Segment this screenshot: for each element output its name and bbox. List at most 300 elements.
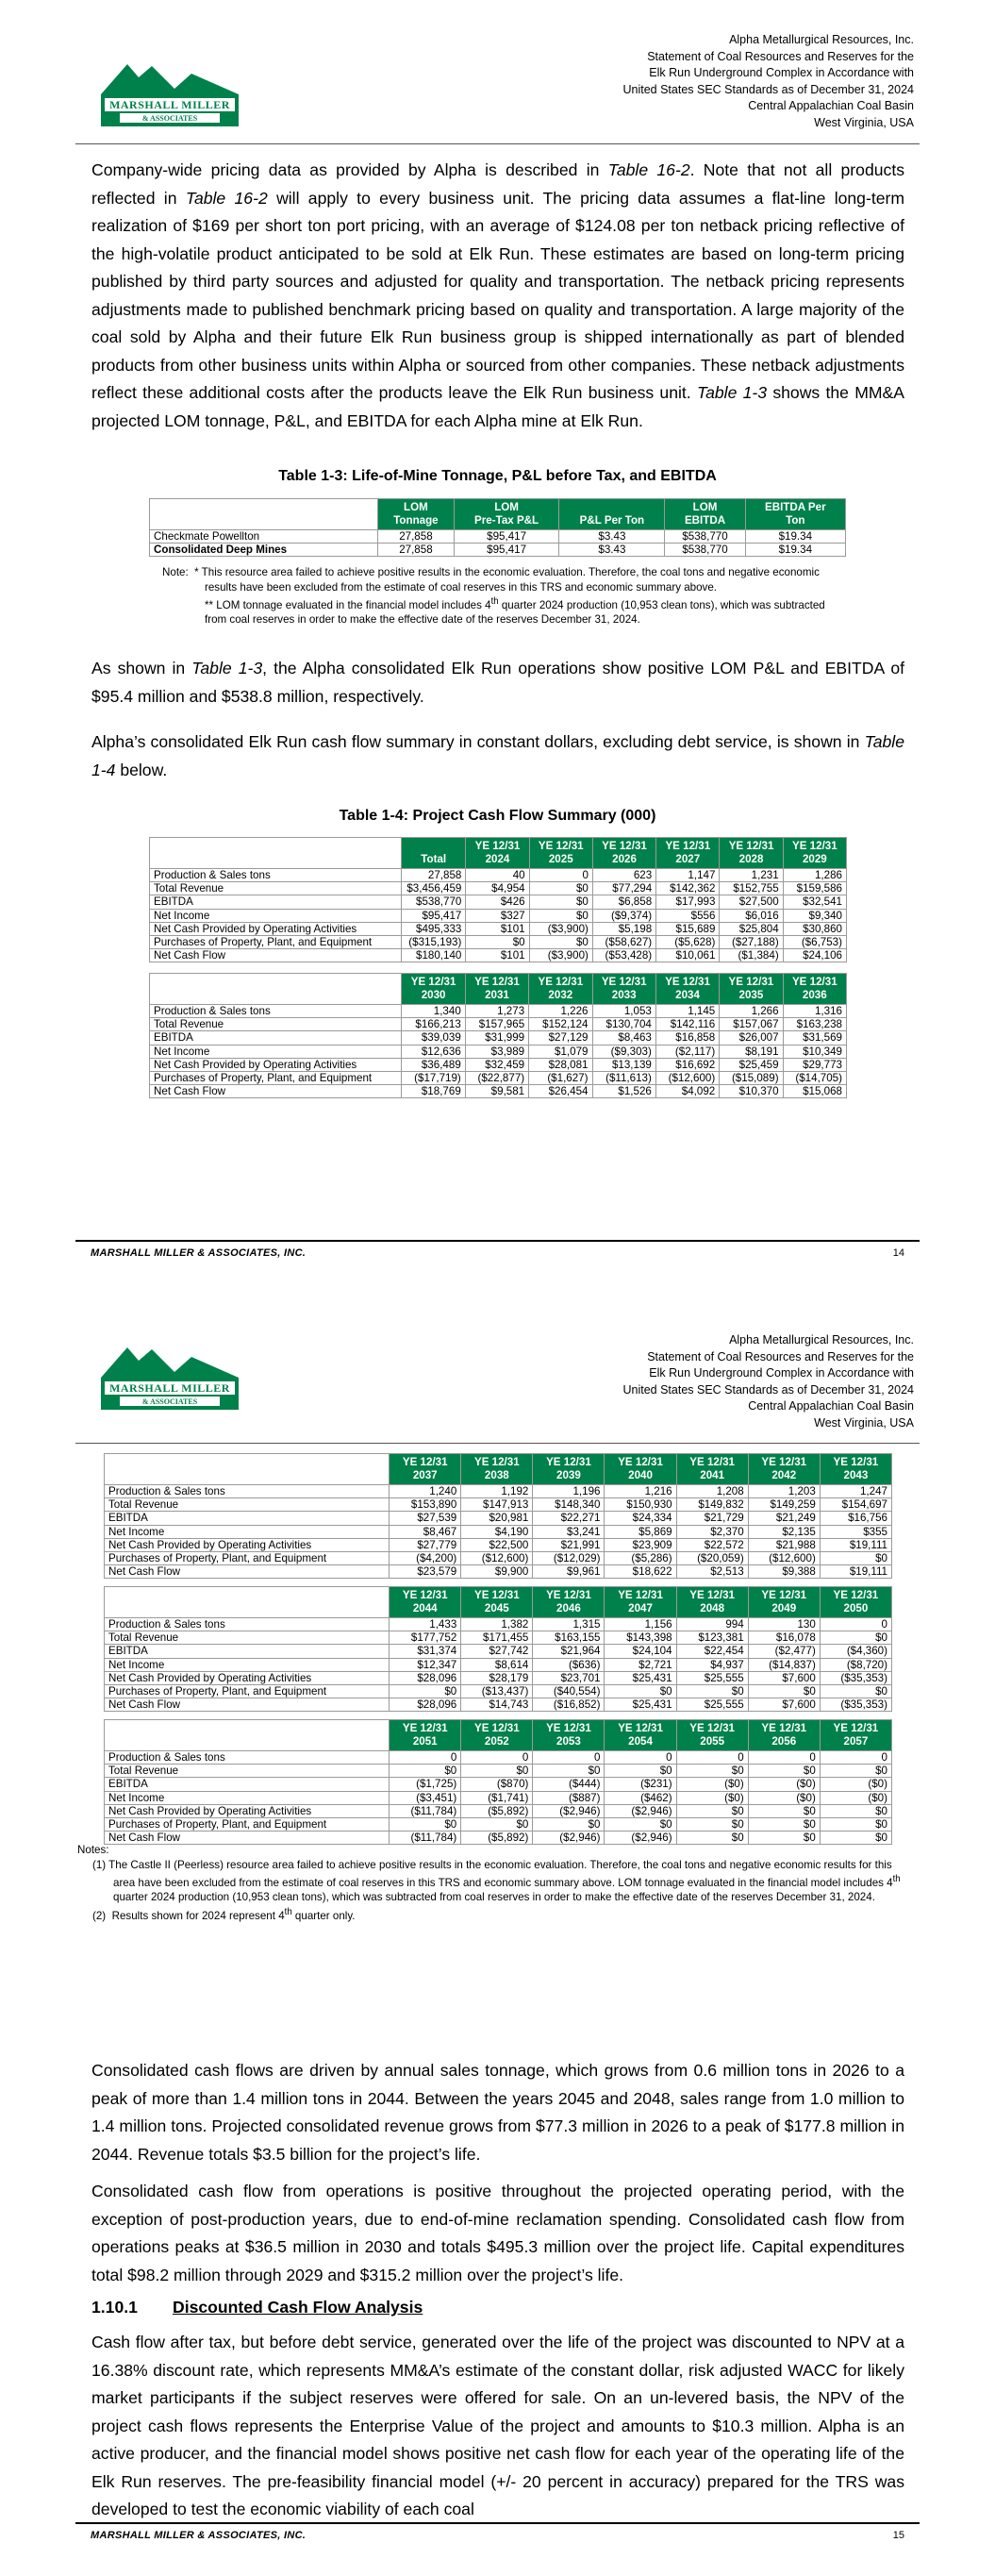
table-cell: $9,581 bbox=[465, 1085, 528, 1098]
table-cell: ($315,193) bbox=[402, 935, 466, 948]
table-cell: $426 bbox=[466, 895, 529, 909]
table-cell: $25,459 bbox=[720, 1058, 783, 1071]
row-label: Net Income bbox=[150, 1045, 402, 1058]
column-header: YE 12/31 2056 bbox=[748, 1720, 820, 1751]
table-cell: ($0) bbox=[676, 1791, 748, 1804]
table-cell: $101 bbox=[466, 922, 529, 935]
table-cell: $4,954 bbox=[466, 882, 529, 895]
table-cell: 1,382 bbox=[461, 1618, 533, 1631]
table-cell: $5,198 bbox=[592, 922, 655, 935]
table-corner bbox=[105, 1587, 390, 1618]
table-cell: ($12,600) bbox=[748, 1551, 820, 1564]
table-cell: $180,140 bbox=[402, 949, 466, 962]
body-paragraph: Alpha’s consolidated Elk Run cash flow summary in constant dollars, excluding debt service, is shown in Table 1-4 below. bbox=[91, 732, 904, 779]
table-cell: $163,155 bbox=[533, 1631, 605, 1645]
table-cell: $27,500 bbox=[720, 895, 783, 909]
row-label: Net Cash Provided by Operating Activities bbox=[105, 1671, 390, 1684]
table-row bbox=[150, 1018, 847, 1031]
table-cell: ($14,705) bbox=[783, 1071, 846, 1084]
row-label: EBITDA bbox=[105, 1778, 390, 1791]
cash-flow-table-2030-2036 bbox=[149, 973, 847, 1098]
cash-flow-table-2024-2029 bbox=[149, 837, 847, 962]
table-cell: $0 bbox=[676, 1765, 748, 1778]
table-header: LOM Pre-Tax P&L bbox=[454, 499, 559, 530]
footer-company: MARSHALL MILLER & ASSOCIATES, INC. bbox=[91, 1247, 307, 1259]
table-row bbox=[105, 1538, 892, 1551]
body-paragraph: Cash flow after tax, but before debt service, generated over the life of the project was discounted to NPV at a 16.38% discount rate, which represents MM&A’s estimate of the constant dollar, risk adjusted WACC for likely market participants if the subject reserves were offered for sale. On an un-levered basis, the NPV of the project cash flows represents the Enterprise Value of the project and amounts to $10.3 million. Alpha is an active producer, and the financial model shows positive net cash flow for each year of the operating life of the Elk Run reserves. The pre-feasibility financial model (+/- 20 percent in accuracy) prepared for the TRS was developed to test the economic viability of each coal bbox=[91, 2333, 904, 2518]
table-cell: $0 bbox=[820, 1765, 891, 1778]
column-header: Total bbox=[402, 838, 466, 869]
table-cell: ($12,600) bbox=[655, 1071, 719, 1084]
table-cell: $23,701 bbox=[533, 1671, 605, 1684]
table-cell: $130,704 bbox=[592, 1018, 655, 1031]
table-cell: $6,016 bbox=[720, 909, 783, 922]
column-header: YE 12/31 2026 bbox=[592, 838, 655, 869]
table-row bbox=[105, 1817, 892, 1831]
table-row bbox=[150, 882, 847, 895]
table-cell: 994 bbox=[676, 1618, 748, 1631]
table-cell: $8,191 bbox=[720, 1045, 783, 1058]
table-cell: $538,770 bbox=[402, 895, 466, 909]
table-cell: ($22,877) bbox=[465, 1071, 528, 1084]
table-cell: $0 bbox=[390, 1684, 461, 1698]
table-cell: ($636) bbox=[533, 1658, 605, 1671]
table-cell: ($2,477) bbox=[748, 1645, 820, 1658]
table-cell: $177,752 bbox=[390, 1631, 461, 1645]
column-header: YE 12/31 2050 bbox=[820, 1587, 891, 1618]
table-cell: $7,600 bbox=[748, 1671, 820, 1684]
table-cell: $31,374 bbox=[390, 1645, 461, 1658]
table-cell: ($8,720) bbox=[820, 1658, 891, 1671]
table-cell: ($40,554) bbox=[533, 1684, 605, 1698]
table-cell: ($20,059) bbox=[676, 1551, 748, 1564]
table-note: Note: * This resource area failed to achieve positive results in the economic evaluation. Therefore, the coal tons and negative economic results have been excluded from the estimate of coal reserves in this TRS and economic summary above. ** LOM tonnage evaluated in the financial model includes 4th quarter 2024 production (10,953 clean tons), which was subtracted from coal reserves in order to make the effective date of the reserves December 31, 2024. bbox=[162, 566, 825, 627]
column-header: YE 12/31 2037 bbox=[390, 1454, 461, 1485]
page-number: 14 bbox=[892, 1247, 904, 1259]
table-row bbox=[105, 1671, 892, 1684]
row-label: Net Cash Provided by Operating Activities bbox=[105, 1538, 390, 1551]
table-row bbox=[105, 1645, 892, 1658]
table-cell: $23,909 bbox=[605, 1538, 676, 1551]
table-cell: $21,729 bbox=[676, 1512, 748, 1525]
table-cell: ($0) bbox=[676, 1778, 748, 1791]
table-cell: ($3,451) bbox=[390, 1791, 461, 1804]
table-row bbox=[150, 1085, 847, 1098]
lom-table bbox=[149, 498, 846, 557]
table-cell: 1,192 bbox=[461, 1485, 533, 1498]
table-cell: 27,858 bbox=[402, 869, 466, 882]
column-header: YE 12/31 2048 bbox=[676, 1587, 748, 1618]
table-cell: ($2,117) bbox=[655, 1045, 719, 1058]
table-cell: $27,539 bbox=[390, 1512, 461, 1525]
column-header: YE 12/31 2024 bbox=[466, 838, 529, 869]
table-cell: ($1,627) bbox=[529, 1071, 592, 1084]
table-row bbox=[150, 1031, 847, 1045]
table-cell: $0 bbox=[676, 1684, 748, 1698]
table-cell: ($15,089) bbox=[720, 1071, 783, 1084]
table-row bbox=[105, 1618, 892, 1631]
table-cell: $39,039 bbox=[402, 1031, 465, 1045]
table-cell: $1,079 bbox=[529, 1045, 592, 1058]
row-label: Production & Sales tons bbox=[105, 1618, 390, 1631]
table-cell: ($12,029) bbox=[533, 1551, 605, 1564]
table-cell: $2,721 bbox=[605, 1658, 676, 1671]
table-cell: ($17,719) bbox=[402, 1071, 465, 1084]
table-cell: ($12,600) bbox=[461, 1551, 533, 1564]
column-header: YE 12/31 2035 bbox=[720, 974, 783, 1005]
table-cell: $327 bbox=[466, 909, 529, 922]
table-cell: ($444) bbox=[533, 1778, 605, 1791]
table-row bbox=[105, 1791, 892, 1804]
table-cell: $0 bbox=[461, 1765, 533, 1778]
page-number: 15 bbox=[892, 2530, 904, 2541]
table-cell: $7,600 bbox=[748, 1698, 820, 1712]
table-cell: ($4,200) bbox=[390, 1551, 461, 1564]
table-cell: $31,569 bbox=[783, 1031, 846, 1045]
table-cell: $101 bbox=[466, 949, 529, 962]
table-cell: ($5,892) bbox=[461, 1804, 533, 1817]
row-label: Net Income bbox=[105, 1791, 390, 1804]
column-header: YE 12/31 2045 bbox=[461, 1587, 533, 1618]
table-row: Consolidated Deep Mines 27,858 $95,417 $3.43 $538,770 $19.34 bbox=[150, 544, 846, 557]
row-label: Net Cash Provided by Operating Activities bbox=[105, 1804, 390, 1817]
column-header: YE 12/31 2057 bbox=[820, 1720, 891, 1751]
table-row bbox=[105, 1631, 892, 1645]
table-cell: $143,398 bbox=[605, 1631, 676, 1645]
table-row bbox=[150, 1058, 847, 1071]
table-cell: $142,116 bbox=[655, 1018, 719, 1031]
column-header: YE 12/31 2036 bbox=[783, 974, 846, 1005]
column-header: YE 12/31 2028 bbox=[720, 838, 783, 869]
table-row bbox=[105, 1565, 892, 1579]
table-cell: 0 bbox=[605, 1751, 676, 1765]
table-cell: $24,104 bbox=[605, 1645, 676, 1658]
table-cell: ($11,613) bbox=[592, 1071, 655, 1084]
table-cell: $0 bbox=[820, 1832, 891, 1845]
table-cell: ($1,384) bbox=[720, 949, 783, 962]
header-text: Alpha Metallurgical Resources, Inc. Statement of Coal Resources and Reserves for the Elk Run Underground Complex in Accordance with United States SEC Standards as of December 31, 2024 Central Appalachian Coal Basin West Virginia, USA bbox=[622, 33, 914, 129]
table-cell: $22,572 bbox=[676, 1538, 748, 1551]
table-cell: $25,431 bbox=[605, 1671, 676, 1684]
table-cell: ($4,360) bbox=[820, 1645, 891, 1658]
row-label: Total Revenue bbox=[105, 1765, 390, 1778]
table-cell: $5,869 bbox=[605, 1525, 676, 1538]
table-cell: ($887) bbox=[533, 1791, 605, 1804]
table-cell: $0 bbox=[605, 1684, 676, 1698]
table-cell: $0 bbox=[676, 1804, 748, 1817]
column-header: YE 12/31 2053 bbox=[533, 1720, 605, 1751]
table-header: LOM EBITDA bbox=[665, 499, 745, 530]
table-corner bbox=[105, 1454, 390, 1485]
table-cell: $28,096 bbox=[390, 1671, 461, 1684]
row-label: Net Cash Flow bbox=[105, 1698, 390, 1712]
table-cell: $2,135 bbox=[748, 1525, 820, 1538]
table-cell: $149,832 bbox=[676, 1498, 748, 1512]
table-row bbox=[105, 1658, 892, 1671]
table-cell: $0 bbox=[529, 882, 592, 895]
row-label: Production & Sales tons bbox=[150, 1005, 402, 1018]
row-label: Total Revenue bbox=[105, 1498, 390, 1512]
section-heading: 1.10.1 Discounted Cash Flow Analysis bbox=[91, 2298, 423, 2317]
table-cell: $0 bbox=[748, 1684, 820, 1698]
table-row bbox=[150, 909, 847, 922]
table-cell: ($3,900) bbox=[529, 922, 592, 935]
table-cell: $21,988 bbox=[748, 1538, 820, 1551]
table-cell: ($0) bbox=[748, 1778, 820, 1791]
table-row bbox=[150, 922, 847, 935]
table-cell: 623 bbox=[592, 869, 655, 882]
table-header: LOM Tonnage bbox=[378, 499, 455, 530]
table-cell: $0 bbox=[748, 1817, 820, 1831]
table-cell: 0 bbox=[820, 1751, 891, 1765]
table-cell: ($3,900) bbox=[529, 949, 592, 962]
table-cell: $150,930 bbox=[605, 1498, 676, 1512]
table-cell: $171,455 bbox=[461, 1631, 533, 1645]
table-cell: $28,096 bbox=[390, 1698, 461, 1712]
table-cell: $10,370 bbox=[720, 1085, 783, 1098]
row-label: Purchases of Property, Plant, and Equipment bbox=[150, 935, 402, 948]
table-cell: $3,989 bbox=[465, 1045, 528, 1058]
table-header: P&L Per Ton bbox=[559, 499, 665, 530]
table-cell: $15,068 bbox=[783, 1085, 846, 1098]
svg-text:& ASSOCIATES: & ASSOCIATES bbox=[141, 1397, 198, 1406]
table-cell: $0 bbox=[676, 1817, 748, 1831]
column-header: YE 12/31 2047 bbox=[605, 1587, 676, 1618]
table-cell: 1,340 bbox=[402, 1005, 465, 1018]
column-header: YE 12/31 2043 bbox=[820, 1454, 891, 1485]
table-cell: $22,454 bbox=[676, 1645, 748, 1658]
table-row bbox=[105, 1765, 892, 1778]
table-cell: 0 bbox=[461, 1751, 533, 1765]
table-cell: ($53,428) bbox=[592, 949, 655, 962]
row-label: Production & Sales tons bbox=[105, 1485, 390, 1498]
table-cell: ($58,627) bbox=[592, 935, 655, 948]
table-cell: ($2,946) bbox=[533, 1804, 605, 1817]
table-cell: 40 bbox=[466, 869, 529, 882]
column-header: YE 12/31 2029 bbox=[783, 838, 846, 869]
table-caption: Table 1-3: Life-of-Mine Tonnage, P&L before Tax, and EBITDA bbox=[278, 468, 717, 484]
table-corner bbox=[150, 974, 402, 1005]
table-cell: $0 bbox=[820, 1631, 891, 1645]
row-label: Net Cash Flow bbox=[150, 949, 402, 962]
row-label: EBITDA bbox=[150, 895, 402, 909]
table-cell: $152,124 bbox=[529, 1018, 592, 1031]
table-cell: $153,890 bbox=[390, 1498, 461, 1512]
table-cell: $9,388 bbox=[748, 1565, 820, 1579]
table-cell: $15,689 bbox=[656, 922, 720, 935]
table-cell: $166,213 bbox=[402, 1018, 465, 1031]
table-cell: $8,614 bbox=[461, 1658, 533, 1671]
column-header: YE 12/31 2030 bbox=[402, 974, 465, 1005]
column-header: YE 12/31 2025 bbox=[529, 838, 592, 869]
table-cell: $26,007 bbox=[720, 1031, 783, 1045]
table-cell: $142,362 bbox=[656, 882, 720, 895]
table-cell: $28,179 bbox=[461, 1671, 533, 1684]
table-cell: $10,061 bbox=[656, 949, 720, 962]
header-rule bbox=[75, 143, 920, 144]
table-cell: $32,459 bbox=[465, 1058, 528, 1071]
table-cell: $0 bbox=[676, 1832, 748, 1845]
table-cell: 1,247 bbox=[820, 1485, 891, 1498]
table-cell: 1,147 bbox=[656, 869, 720, 882]
table-cell: $29,773 bbox=[783, 1058, 846, 1071]
table-cell: $16,858 bbox=[655, 1031, 719, 1045]
table-corner bbox=[105, 1720, 390, 1751]
table-cell: $6,858 bbox=[592, 895, 655, 909]
column-header: YE 12/31 2046 bbox=[533, 1587, 605, 1618]
table-cell: $18,769 bbox=[402, 1085, 465, 1098]
column-header: YE 12/31 2052 bbox=[461, 1720, 533, 1751]
column-header: YE 12/31 2055 bbox=[676, 1720, 748, 1751]
column-header: YE 12/31 2031 bbox=[465, 974, 528, 1005]
table-cell: $147,913 bbox=[461, 1498, 533, 1512]
table-cell: ($0) bbox=[820, 1791, 891, 1804]
table-cell: 1,053 bbox=[592, 1005, 655, 1018]
company-logo bbox=[99, 57, 240, 130]
svg-text:& ASSOCIATES: & ASSOCIATES bbox=[141, 114, 198, 123]
table-cell: $25,555 bbox=[676, 1671, 748, 1684]
body-paragraph: Company-wide pricing data as provided by Alpha is described in Table 16-2. Note that not all products reflected in Table 16-2 will apply to every business unit. The pricing data assumes a flat-line long-term realization of $169 per short ton port pricing, with an average of $124.08 per ton netback pricing reflective of the high-volatile product anticipated to be sold at Elk Run. These estimates are based on long-term pricing published by third party sources and adjusted for quality and transportation. The netback pricing represents adjustments made to published benchmark pricing based on quality and transportation. A large majority of the coal sold by Alpha and their future Elk Run business group is shipped internationally as part of blended products from other business units within Alpha or sourced from other companies. These netback adjustments reflect these additional costs after the products leave the Elk Run business unit. Table 1-3 shows the MM&A projected LOM tonnage, P&L, and EBITDA for each Alpha mine at Elk Run. bbox=[91, 160, 905, 430]
table-cell: $19,111 bbox=[820, 1538, 891, 1551]
table-row bbox=[105, 1698, 892, 1712]
table-caption: Table 1-4: Project Cash Flow Summary (000) bbox=[339, 808, 656, 824]
table-row: Checkmate Powellton 27,858 $95,417 $3.43 $538,770 $19.34 bbox=[150, 530, 846, 544]
table-row bbox=[105, 1551, 892, 1564]
table-cell: ($11,784) bbox=[390, 1804, 461, 1817]
table-cell: $4,190 bbox=[461, 1525, 533, 1538]
row-label: Net Cash Flow bbox=[150, 1085, 402, 1098]
table-corner bbox=[150, 838, 402, 869]
table-cell: $16,692 bbox=[655, 1058, 719, 1071]
table-cell: $22,271 bbox=[533, 1512, 605, 1525]
table-cell: $148,340 bbox=[533, 1498, 605, 1512]
table-cell: $4,937 bbox=[676, 1658, 748, 1671]
table-cell: $16,078 bbox=[748, 1631, 820, 1645]
table-cell: 1,208 bbox=[676, 1485, 748, 1498]
column-header: YE 12/31 2051 bbox=[390, 1720, 461, 1751]
table-cell: 1,315 bbox=[533, 1618, 605, 1631]
table-row bbox=[150, 1071, 847, 1084]
table-cell: $152,755 bbox=[720, 882, 783, 895]
table-cell: $22,500 bbox=[461, 1538, 533, 1551]
table-cell: $0 bbox=[529, 935, 592, 948]
table-row bbox=[150, 1005, 847, 1018]
footer-company: MARSHALL MILLER & ASSOCIATES, INC. bbox=[91, 2530, 307, 2541]
table-cell: $0 bbox=[748, 1765, 820, 1778]
table-cell: ($2,946) bbox=[605, 1832, 676, 1845]
page-15 bbox=[0, 1288, 995, 2576]
body-paragraph: Consolidated cash flows are driven by annual sales tonnage, which grows from 0.6 million tons in 2026 to a peak of more than 1.4 million tons in 2044. Between the years 2045 and 2048, sales range from 1.0 million to 1.4 million tons. Projected consolidated revenue grows from $77.3 million in 2026 to a peak of $177.8 million in 2044. Revenue totals $3.5 billion for the project’s life. bbox=[91, 2061, 904, 2164]
cash-flow-table-2044-2050 bbox=[104, 1586, 892, 1712]
table-cell: $163,238 bbox=[783, 1018, 846, 1031]
table-cell: $3,456,459 bbox=[402, 882, 466, 895]
table-cell: $25,804 bbox=[720, 922, 783, 935]
table-notes: Notes: (1) The Castle II (Peerless) resource area failed to achieve positive results in the economic evaluation. Therefore, the coal tons and negative economic results for this area have been excluded from the estimate of coal reserves in this TRS and economic summary above. LOM tonnage evaluated in the financial model includes 4th quarter 2024 production (10,953 clean tons), which was subtracted from coal reserves in order to make the effective date of the reserves December 31, 2024. (2) Results shown for 2024 represent 4th quarter only. bbox=[77, 1844, 901, 1922]
table-cell: 1,316 bbox=[783, 1005, 846, 1018]
table-cell: ($1,725) bbox=[390, 1778, 461, 1791]
table-cell: ($35,353) bbox=[820, 1671, 891, 1684]
footer-rule bbox=[75, 2522, 920, 2524]
row-label: Net Cash Flow bbox=[105, 1565, 390, 1579]
row-label: Total Revenue bbox=[150, 882, 402, 895]
row-label: Purchases of Property, Plant, and Equipment bbox=[105, 1684, 390, 1698]
row-label: EBITDA bbox=[150, 1031, 402, 1045]
table-cell: ($0) bbox=[748, 1791, 820, 1804]
table-cell: ($9,374) bbox=[592, 909, 655, 922]
table-header: EBITDA Per Ton bbox=[745, 499, 845, 530]
table-cell: ($11,784) bbox=[390, 1832, 461, 1845]
table-cell: $0 bbox=[533, 1817, 605, 1831]
table-cell: $4,092 bbox=[655, 1085, 719, 1098]
table-cell: $0 bbox=[529, 895, 592, 909]
table-cell: ($5,286) bbox=[605, 1551, 676, 1564]
table-cell: $32,541 bbox=[783, 895, 846, 909]
table-cell: $77,294 bbox=[592, 882, 655, 895]
table-cell: 1,226 bbox=[529, 1005, 592, 1018]
table-cell: 0 bbox=[390, 1751, 461, 1765]
table-cell: $0 bbox=[748, 1804, 820, 1817]
table-cell: ($231) bbox=[605, 1778, 676, 1791]
body-paragraph: Consolidated cash flow from operations is positive throughout the projected operating period, with the exception of post-production years, due to end-of-mine reclamation spending. Consolidated cash flow from operations peaks at $36.5 million in 2030 and totals $495.3 million over the project life. Capital expenditures total $98.2 million through 2029 and $315.2 million over the project’s life. bbox=[91, 2182, 904, 2284]
table-cell: 0 bbox=[529, 869, 592, 882]
table-cell: $159,586 bbox=[783, 882, 846, 895]
header-text: Alpha Metallurgical Resources, Inc. Statement of Coal Resources and Reserves for the Elk Run Underground Complex in Accordance with United States SEC Standards as of December 31, 2024 Central Appalachian Coal Basin West Virginia, USA bbox=[622, 1333, 914, 1430]
table-cell: $9,340 bbox=[783, 909, 846, 922]
table-cell: $3,241 bbox=[533, 1525, 605, 1538]
table-row bbox=[105, 1512, 892, 1525]
column-header: YE 12/31 2038 bbox=[461, 1454, 533, 1485]
table-cell: $27,742 bbox=[461, 1645, 533, 1658]
table-cell: $25,431 bbox=[605, 1698, 676, 1712]
table-cell: $0 bbox=[390, 1765, 461, 1778]
column-header: YE 12/31 2040 bbox=[605, 1454, 676, 1485]
table-cell: 1,266 bbox=[720, 1005, 783, 1018]
row-label: Total Revenue bbox=[150, 1018, 402, 1031]
table-row bbox=[150, 949, 847, 962]
table-row bbox=[105, 1684, 892, 1698]
table-cell: $36,489 bbox=[402, 1058, 465, 1071]
table-cell: ($6,753) bbox=[783, 935, 846, 948]
table-cell: ($870) bbox=[461, 1778, 533, 1791]
cash-flow-table-2051-2057 bbox=[104, 1719, 892, 1845]
table-cell: $0 bbox=[533, 1765, 605, 1778]
table-row bbox=[105, 1778, 892, 1791]
table-cell: $26,454 bbox=[529, 1085, 592, 1098]
table-cell: $0 bbox=[820, 1817, 891, 1831]
body-paragraph: As shown in Table 1-3, the Alpha consolidated Elk Run operations show positive LOM P&L and EBITDA of $95.4 million and $538.8 million, respectively. bbox=[91, 659, 904, 706]
column-header: YE 12/31 2044 bbox=[390, 1587, 461, 1618]
svg-text:MARSHALL MILLER: MARSHALL MILLER bbox=[109, 98, 230, 111]
table-cell: $28,081 bbox=[529, 1058, 592, 1071]
column-header: YE 12/31 2033 bbox=[592, 974, 655, 1005]
table-cell: $13,139 bbox=[592, 1058, 655, 1071]
table-cell: $21,249 bbox=[748, 1512, 820, 1525]
table-cell: 1,145 bbox=[655, 1005, 719, 1018]
cash-flow-table-2037-2043 bbox=[104, 1453, 892, 1579]
table-cell: $27,129 bbox=[529, 1031, 592, 1045]
row-label: Purchases of Property, Plant, and Equipment bbox=[150, 1071, 402, 1084]
table-cell: $25,555 bbox=[676, 1698, 748, 1712]
table-row bbox=[150, 869, 847, 882]
table-cell: ($35,353) bbox=[820, 1698, 891, 1712]
row-label: EBITDA bbox=[105, 1645, 390, 1658]
table-cell: 1,240 bbox=[390, 1485, 461, 1498]
company-logo bbox=[99, 1340, 240, 1413]
table-cell: ($27,188) bbox=[720, 935, 783, 948]
table-cell: $2,370 bbox=[676, 1525, 748, 1538]
table-cell: $0 bbox=[820, 1684, 891, 1698]
column-header: YE 12/31 2039 bbox=[533, 1454, 605, 1485]
